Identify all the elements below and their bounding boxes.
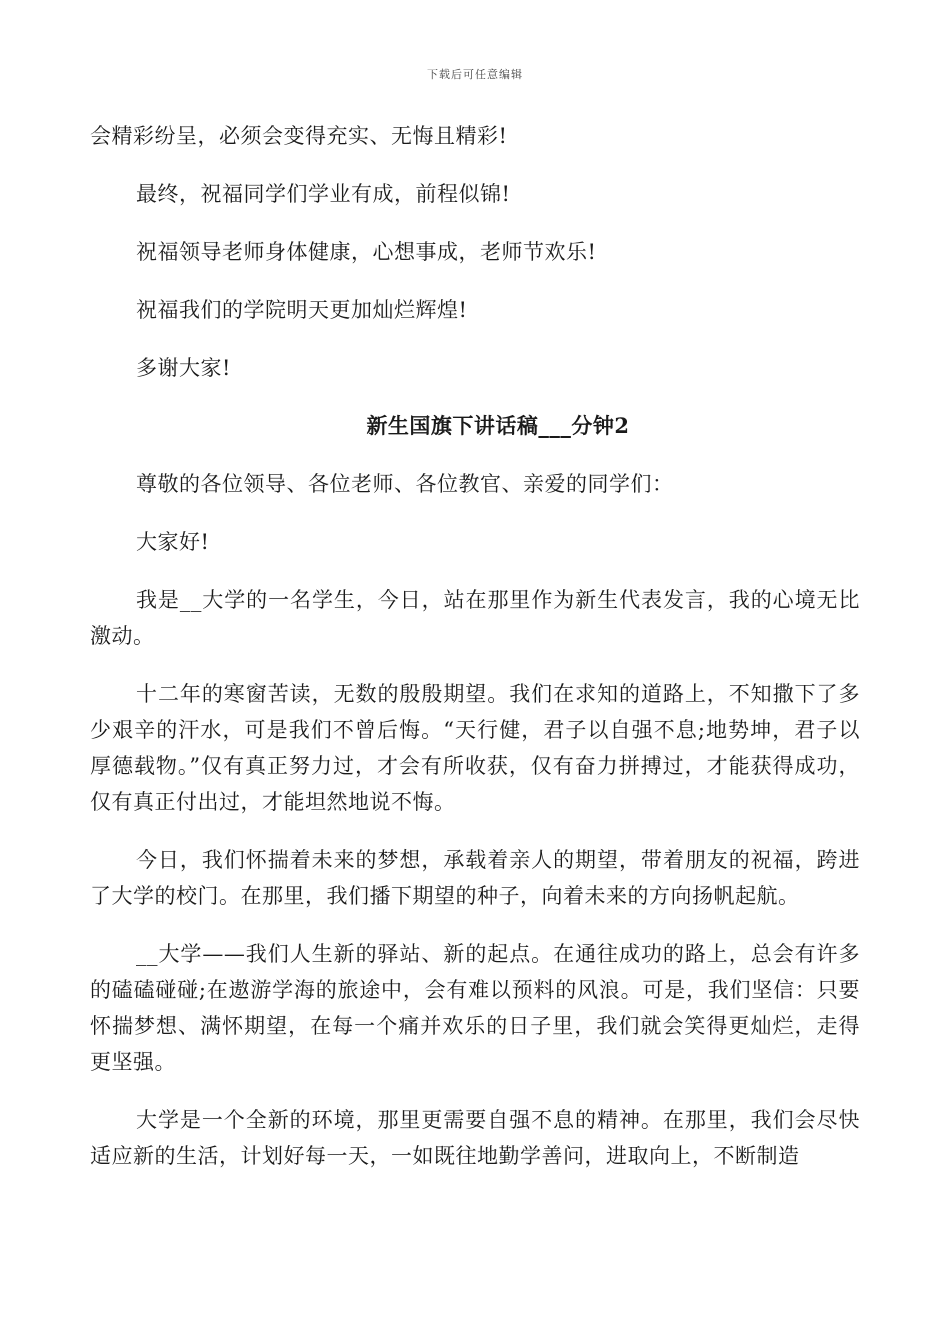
paragraph: 我是__大学的一名学生，今日，站在那里作为新生代表发言，我的心境无比激动。 [90,588,860,648]
paragraph: 十二年的寒窗苦读，无数的殷殷期望。我们在求知的道路上，不知撒下了多少艰辛的汗水，可是我们不曾后悔。“天行健，君子以自强不息;地势坤，君子以厚德载物。”仅有真正努力过，才会有所收获，仅有奋力拼搏过，才能获得成功，仅有真正付出过，才能坦然地说不悔。 [90,682,860,814]
paragraph: 最终，祝福同学们学业有成，前程似锦! [136,182,511,206]
paragraph: 今日，我们怀揣着未来的梦想，承载着亲人的期望，带着朋友的祝福，跨进了大学的校门。在那里，我们播下期望的种子，向着未来的方向扬帆起航。 [90,848,860,908]
page-header: 下载后可任意编辑 [427,68,523,81]
section-title: 新生国旗下讲话稿___分钟2 [366,413,630,438]
paragraph: 多谢大家! [136,356,231,380]
paragraph: __大学——我们人生新的驿站、新的起点。在通往成功的路上，总会有许多的磕磕碰碰;在遨游学海的旅途中，会有难以预料的风浪。可是，我们坚信：只要怀揣梦想、满怀期望，在每一个痛并欢乐的日子里，我们就会笑得更灿烂，走得更坚强。 [90,942,860,1074]
paragraph: 祝福我们的学院明天更加灿烂辉煌! [136,298,468,322]
paragraph: 尊敬的各位领导、各位老师、各位教官、亲爱的同学们： [136,472,674,496]
document-body [90,118,860,1196]
paragraph: 会精彩纷呈，必须会变得充实、无悔且精彩! [90,124,508,148]
paragraph: 祝福领导老师身体健康，心想事成，老师节欢乐! [136,240,597,264]
paragraph: 大学是一个全新的环境，那里更需要自强不息的精神。在那里，我们会尽快适应新的生活，计划好每一天，一如既往地勤学善问，进取向上，不断制造 [90,1108,860,1168]
paragraph: 大家好! [136,530,210,554]
